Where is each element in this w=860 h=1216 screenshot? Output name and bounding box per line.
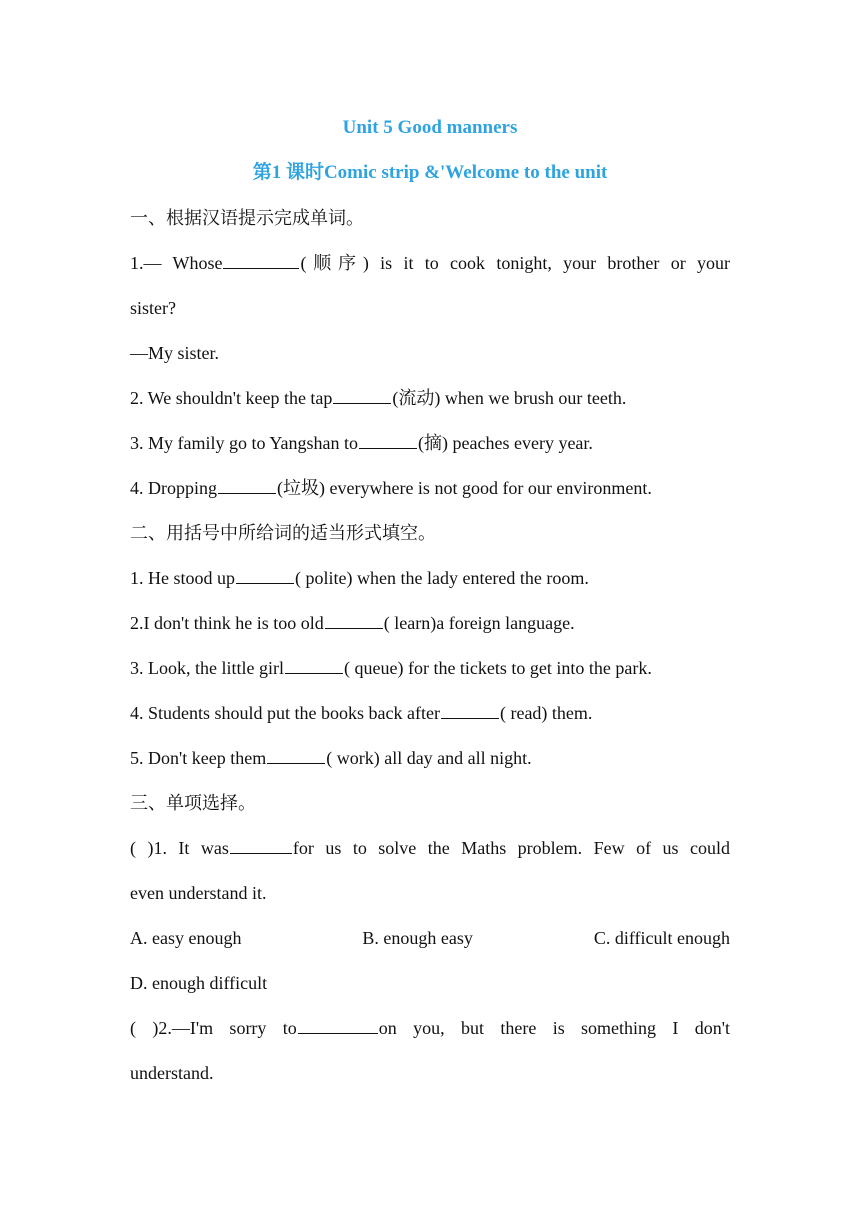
sec3-question-1-cont: even understand it.	[130, 883, 267, 903]
answer-blank[interactable]	[230, 835, 292, 854]
option-a[interactable]: A. easy enough	[130, 928, 242, 948]
section-2-heading: 二、用括号中所给词的适当形式填空。	[130, 523, 436, 543]
question-text: for us to solve the Maths problem. Few of us could	[292, 838, 731, 858]
sec1-question-4	[130, 475, 730, 501]
option-b[interactable]: B. enough easy	[362, 928, 473, 948]
page-subtitle: 第1 课时Comic strip &'Welcome to the unit	[252, 162, 608, 183]
sec2-question-5	[130, 745, 730, 771]
question-text: (垃圾) everywhere is not good for our environment.	[277, 478, 652, 498]
question-text: ( )1. It was	[130, 838, 229, 858]
question-text: on you, but there is something I don't	[378, 1018, 730, 1038]
sec3-question-1	[130, 835, 730, 861]
option-d[interactable]: D. enough difficult	[130, 973, 268, 993]
page-title: Unit 5 Good manners	[342, 117, 518, 138]
sec2-question-3	[130, 655, 730, 681]
sec2-question-1	[130, 565, 730, 591]
sec1-question-1-answer: —My sister.	[130, 343, 220, 363]
answer-blank[interactable]	[236, 565, 294, 584]
sec1-question-1	[130, 250, 730, 276]
question-text: 5. Don't keep them	[130, 748, 267, 768]
sec1-question-1-cont: sister?	[130, 298, 176, 318]
question-text: 4. Students should put the books back after	[130, 703, 440, 723]
sec2-question-4	[130, 700, 730, 726]
answer-blank[interactable]	[441, 700, 499, 719]
sec3-question-1-options	[130, 925, 730, 951]
answer-blank[interactable]	[298, 1015, 378, 1034]
answer-blank[interactable]	[285, 655, 343, 674]
question-text: (摘) peaches every year.	[418, 433, 593, 453]
question-text: ( )2.—I'm sorry to	[130, 1018, 297, 1038]
question-text: 2.I don't think he is too old	[130, 613, 324, 633]
question-text: 4. Dropping	[130, 478, 217, 498]
answer-blank[interactable]	[359, 430, 417, 449]
sec3-question-2-cont: understand.	[130, 1063, 214, 1083]
answer-blank[interactable]	[325, 610, 383, 629]
sec1-question-2	[130, 385, 730, 411]
question-text: ( polite) when the lady entered the room.	[295, 568, 589, 588]
question-text: ( work) all day and all night.	[326, 748, 532, 768]
answer-blank[interactable]	[218, 475, 276, 494]
question-text: ( read) them.	[499, 703, 593, 723]
answer-blank[interactable]	[333, 385, 391, 404]
question-text: ( queue) for the tickets to get into the park.	[343, 658, 652, 678]
section-3-heading: 三、单项选择。	[130, 793, 256, 813]
answer-blank[interactable]	[223, 250, 299, 269]
question-text: 3. My family go to Yangshan to	[130, 433, 359, 453]
question-text: 3. Look, the little girl	[130, 658, 284, 678]
section-1-heading: 一、根据汉语提示完成单词。	[130, 208, 364, 228]
question-text: (顺序) is it to cook tonight, your brother or your	[300, 253, 730, 273]
option-c[interactable]: C. difficult enough	[593, 928, 730, 948]
sec3-question-2	[130, 1015, 730, 1041]
question-text: 1. He stood up	[130, 568, 235, 588]
sec2-question-2	[130, 610, 730, 636]
question-text: 2. We shouldn't keep the tap	[130, 388, 333, 408]
sec1-question-3	[130, 430, 730, 456]
answer-blank[interactable]	[267, 745, 325, 764]
question-text: ( learn)a foreign language.	[383, 613, 575, 633]
question-text: (流动) when we brush our teeth.	[392, 388, 627, 408]
question-text: 1.— Whose	[130, 253, 223, 273]
